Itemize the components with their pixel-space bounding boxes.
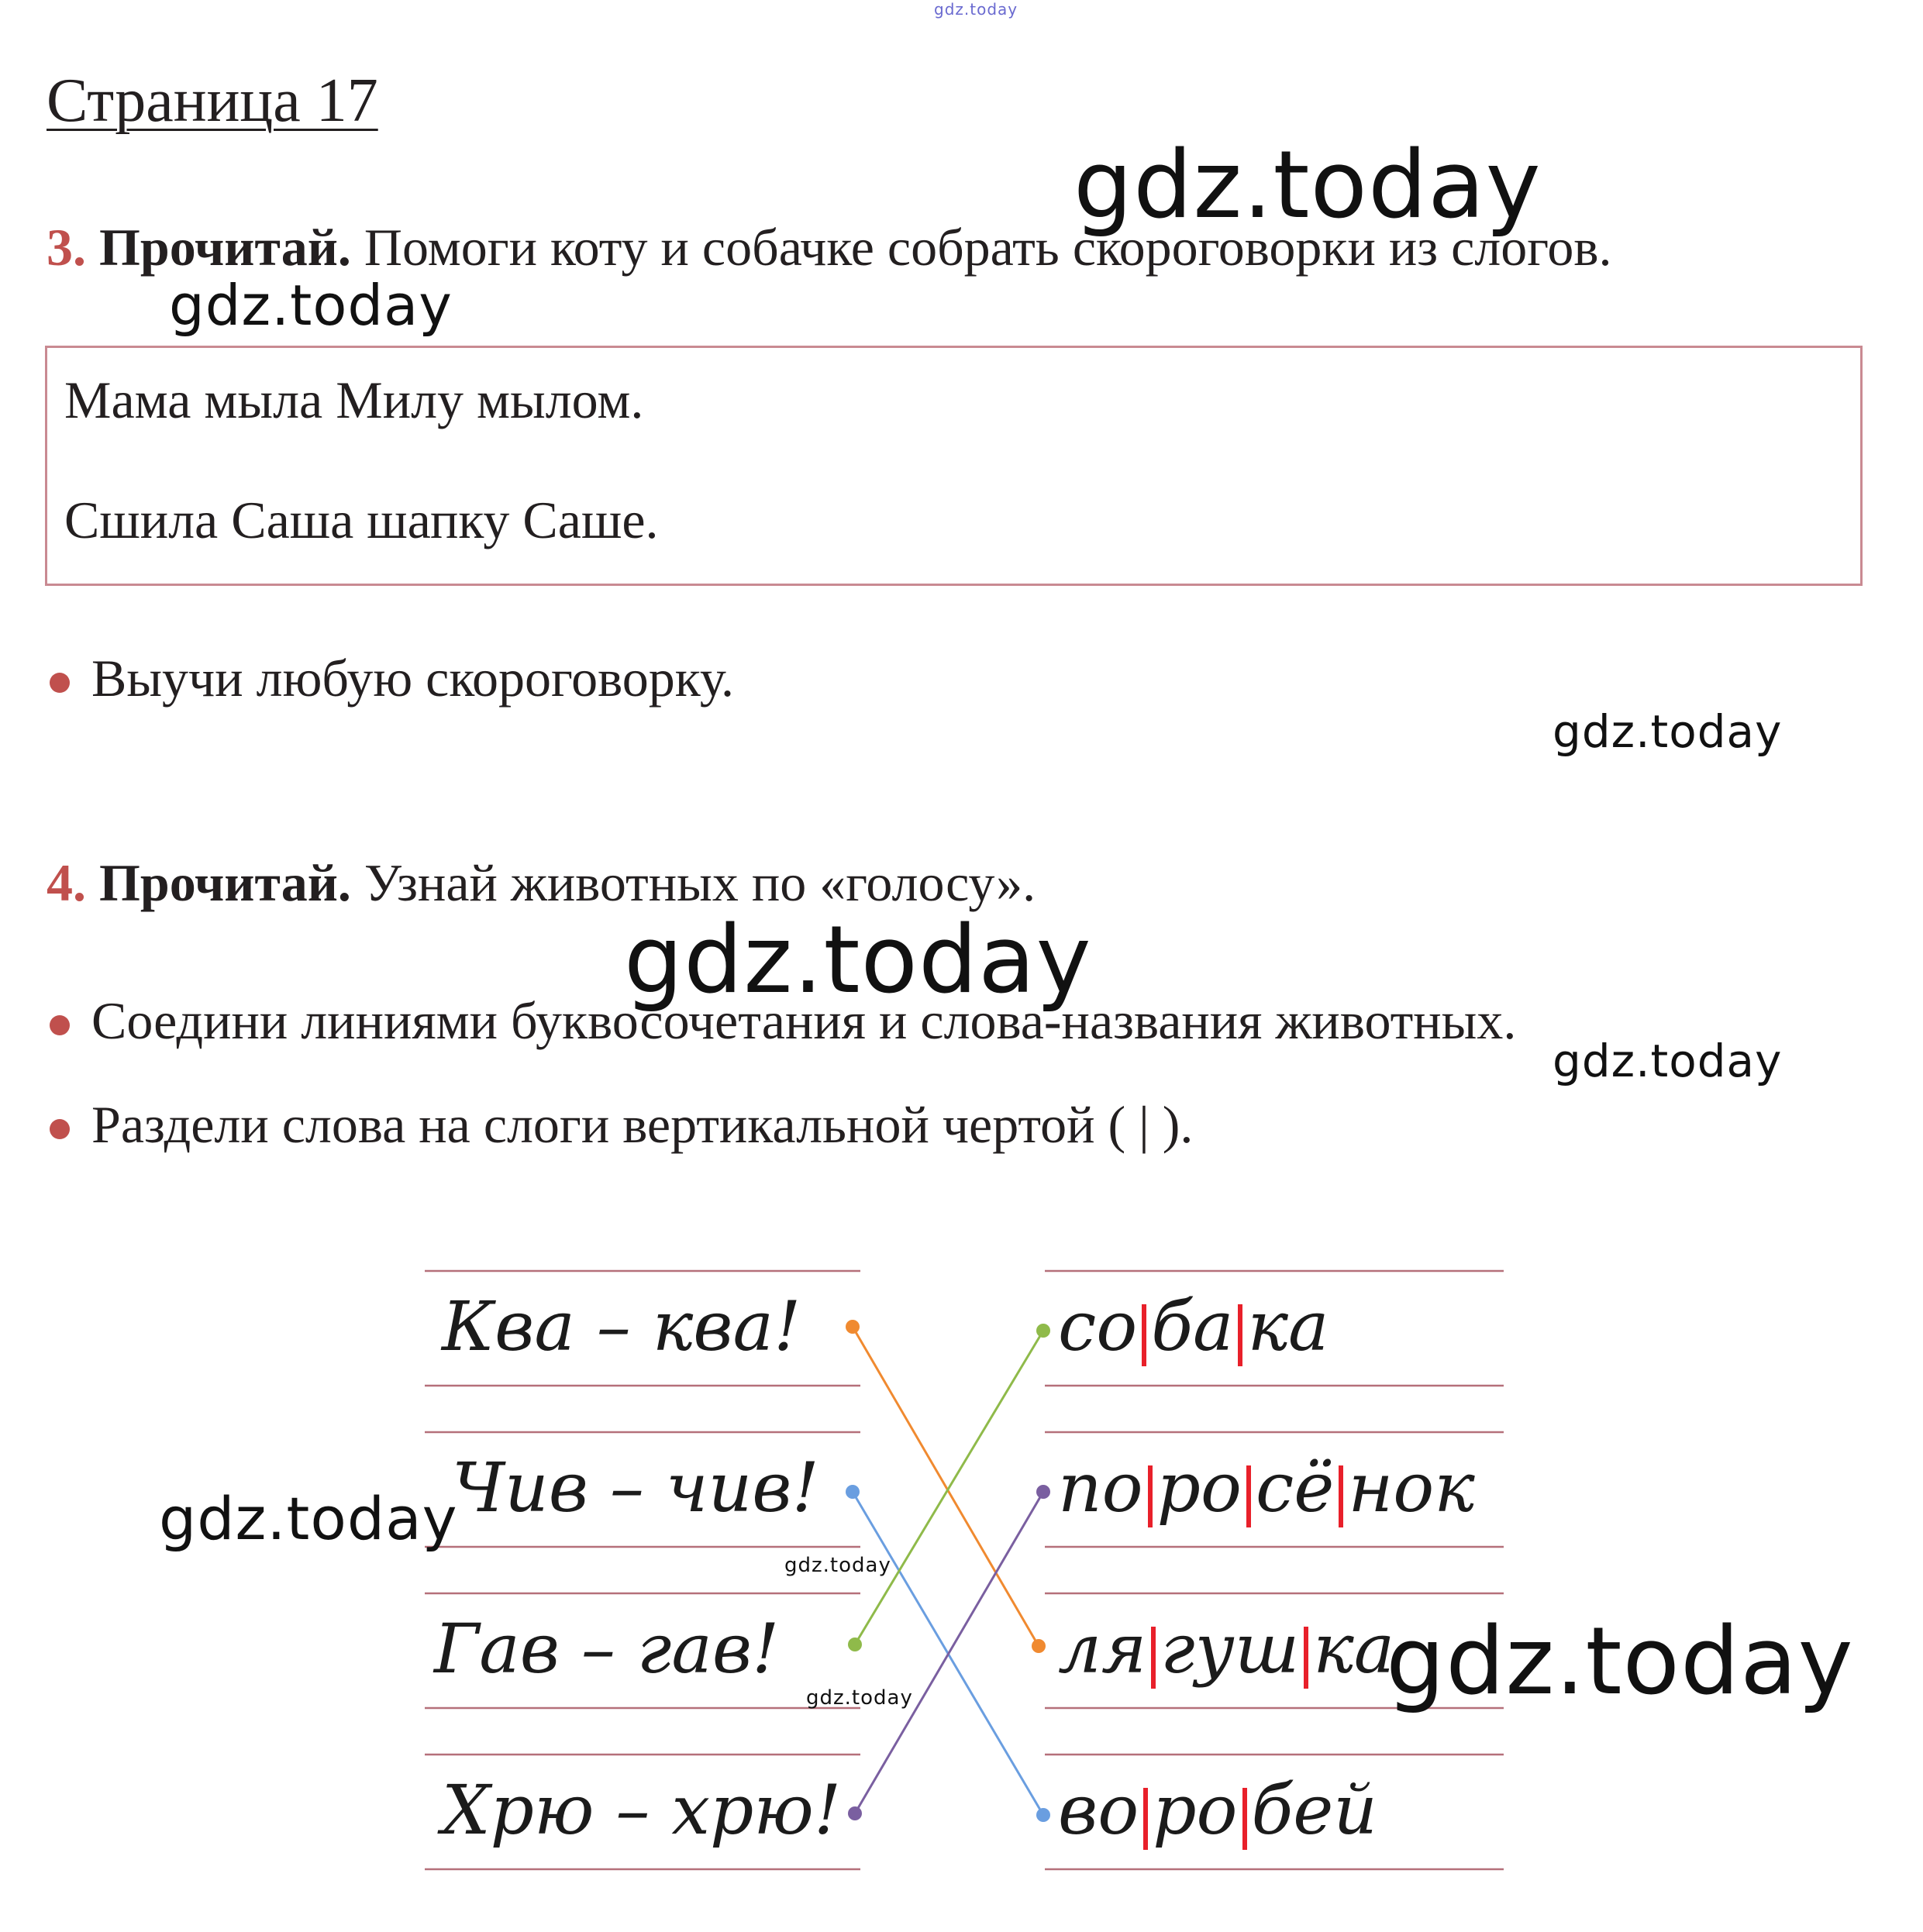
sound-text: Гав – гав!	[434, 1609, 780, 1689]
task-text: Помоги коту и собачке собрать скороговорки из слогов.	[364, 218, 1612, 277]
watermark: gdz.today	[784, 1554, 891, 1577]
syllable-separator	[1304, 1627, 1308, 1689]
syllable: по	[1058, 1448, 1143, 1527]
sound-text: Ква – ква!	[442, 1286, 801, 1366]
watermark-top: gdz.today	[934, 0, 1018, 19]
animal-word	[1058, 1770, 1377, 1850]
task-4-bullet-1: Соедини линиями буквосочетания и слова-названия животных.	[91, 991, 1517, 1050]
connection-dot	[846, 1485, 860, 1499]
syllable-separator	[1148, 1465, 1153, 1527]
tongue-twister-2: Сшила Саша шапку Саше.	[64, 491, 659, 549]
syllable-separator	[1242, 1788, 1247, 1850]
connection-dot	[1036, 1485, 1050, 1499]
task-text: Узнай животных по «голосу».	[364, 853, 1036, 912]
syllable: ля	[1058, 1609, 1147, 1689]
task-number: 4.	[47, 853, 86, 912]
connection-dot	[1036, 1324, 1050, 1338]
task-lead: Прочитай.	[99, 853, 351, 912]
watermark: gdz.today	[1074, 132, 1542, 239]
watermark: gdz.today	[624, 907, 1092, 1014]
connection-line	[853, 1327, 1039, 1646]
connection-dot	[1032, 1639, 1046, 1653]
tongue-twister-1: Мама мыла Милу мылом.	[64, 370, 644, 429]
animal-word	[1058, 1286, 1329, 1366]
watermark: gdz.today	[806, 1686, 913, 1710]
task-3-bullet: Выучи любую скороговорку.	[91, 649, 735, 708]
syllable-separator	[1246, 1465, 1251, 1527]
syllable-separator	[1238, 1304, 1242, 1366]
syllable: со	[1058, 1286, 1138, 1366]
syllable: ка	[1247, 1286, 1329, 1366]
syllable-separator	[1339, 1465, 1343, 1527]
syllable: гуш	[1160, 1609, 1300, 1689]
connection-dot	[848, 1806, 862, 1820]
syllable: бей	[1251, 1770, 1377, 1850]
syllable: нок	[1348, 1448, 1475, 1527]
task-number: 3.	[47, 218, 86, 277]
watermark: gdz.today	[1553, 1035, 1783, 1087]
syllable: во	[1058, 1770, 1139, 1850]
task-4-bullet-2: Раздели слова на слоги вертикальной чертой ( | ).	[91, 1095, 1194, 1154]
animal-word	[1058, 1448, 1475, 1527]
syllable-separator	[1142, 1304, 1146, 1366]
sound-text: Хрю – хрю!	[442, 1770, 842, 1850]
syllable-separator	[1151, 1627, 1156, 1689]
watermark: gdz.today	[169, 273, 453, 338]
syllable: ба	[1151, 1286, 1234, 1366]
watermark: gdz.today	[1553, 705, 1783, 758]
connection-dot	[848, 1638, 862, 1651]
watermark: gdz.today	[159, 1484, 458, 1553]
connection-dot	[846, 1320, 860, 1334]
syllable: ро	[1156, 1448, 1242, 1527]
sound-text: Чив – чив!	[452, 1448, 819, 1527]
task-lead: Прочитай.	[99, 218, 351, 277]
syllable: ка	[1313, 1609, 1395, 1689]
watermark: gdz.today	[1386, 1608, 1854, 1716]
syllable: сё	[1255, 1448, 1335, 1527]
animal-word	[1058, 1609, 1394, 1689]
connection-dot	[1036, 1808, 1050, 1822]
page-title: Страница 17	[47, 67, 378, 135]
syllable: ро	[1153, 1770, 1238, 1850]
syllable-separator	[1143, 1788, 1148, 1850]
